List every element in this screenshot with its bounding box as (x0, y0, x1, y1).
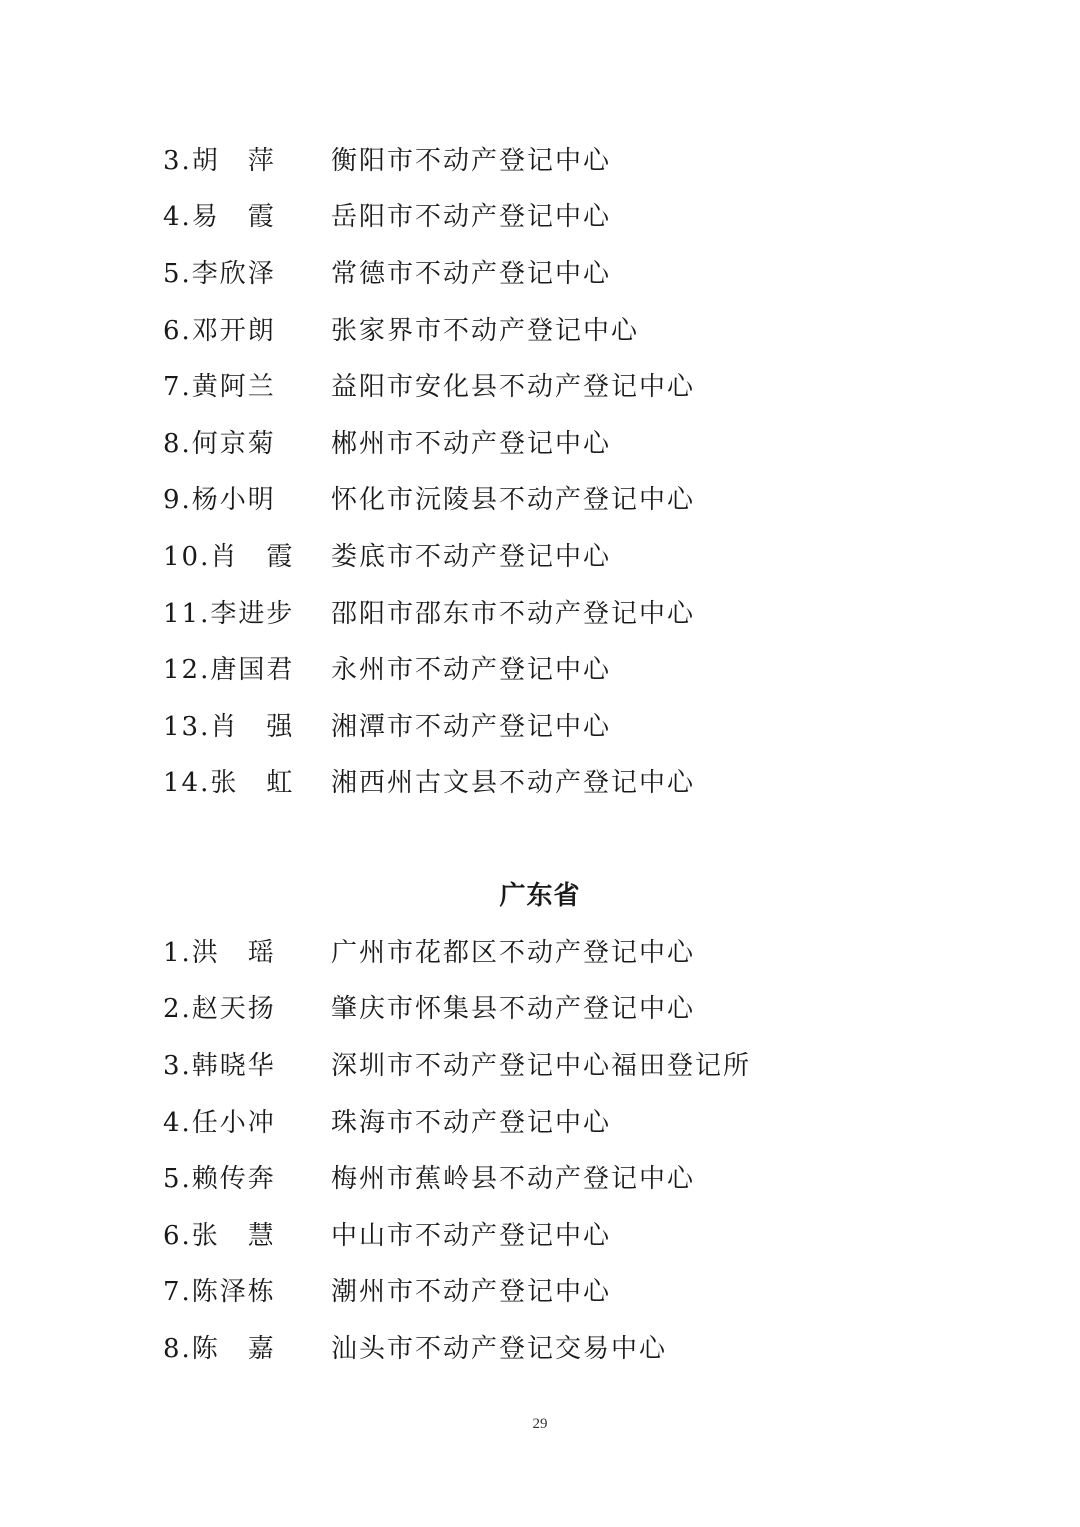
person-name: 8.陈 嘉 (163, 1333, 276, 1364)
organization: 永州市不动产登记中心 (331, 655, 612, 686)
organization: 湘西州古文县不动产登记中心 (331, 768, 696, 799)
organization: 益阳市安化县不动产登记中心 (331, 372, 696, 403)
list-item (163, 979, 963, 1036)
organization: 中山市不动产登记中心 (331, 1220, 612, 1251)
person-name: 7.陈泽栋 (163, 1277, 276, 1308)
organization: 潮州市不动产登记中心 (331, 1277, 612, 1308)
person-name: 4.易 霞 (163, 202, 276, 233)
person-name: 6.张 慧 (163, 1220, 276, 1251)
list-item (163, 583, 963, 640)
person-name: 5.李欣泽 (163, 258, 276, 289)
organization: 珠海市不动产登记中心 (331, 1107, 612, 1138)
list-item (163, 1092, 963, 1149)
organization: 汕头市不动产登记交易中心 (331, 1333, 668, 1364)
person-name: 7.黄阿兰 (163, 372, 276, 403)
list-item (163, 922, 963, 979)
hunan-list (163, 130, 963, 809)
list-item (163, 526, 963, 583)
page-number: 29 (532, 1416, 548, 1432)
list-item (163, 753, 963, 810)
list-item (163, 1148, 963, 1205)
organization: 常德市不动产登记中心 (331, 258, 612, 289)
list-item (163, 696, 963, 753)
organization: 怀化市沅陵县不动产登记中心 (331, 485, 696, 516)
person-name: 3.胡 萍 (163, 145, 276, 176)
list-item (163, 243, 963, 300)
organization: 广州市花都区不动产登记中心 (331, 937, 696, 968)
organization: 娄底市不动产登记中心 (331, 541, 612, 572)
person-name: 14.张 虹 (163, 768, 295, 799)
organization: 肇庆市怀集县不动产登记中心 (331, 994, 696, 1025)
person-name: 3.韩晓华 (163, 1050, 276, 1081)
organization: 深圳市不动产登记中心福田登记所 (331, 1050, 752, 1081)
list-item (163, 639, 963, 696)
list-item (163, 1318, 963, 1375)
person-name: 5.赖传奔 (163, 1164, 276, 1195)
list-item (163, 470, 963, 527)
person-name: 4.任小冲 (163, 1107, 276, 1138)
person-name: 2.赵天扬 (163, 994, 276, 1025)
list-item (163, 300, 963, 357)
organization: 邵阳市邵东市不动产登记中心 (331, 598, 696, 629)
person-name: 9.杨小明 (163, 485, 276, 516)
organization: 湘潭市不动产登记中心 (331, 711, 612, 742)
list-item (163, 356, 963, 413)
section-title-guangdong: 广东省 (499, 881, 581, 911)
organization: 张家界市不动产登记中心 (331, 315, 640, 346)
person-name: 6.邓开朗 (163, 315, 276, 346)
list-item (163, 413, 963, 470)
person-name: 10.肖 霞 (163, 541, 295, 572)
list-item (163, 1035, 963, 1092)
organization: 岳阳市不动产登记中心 (331, 202, 612, 233)
person-name: 11.李进步 (163, 598, 295, 629)
list-item (163, 187, 963, 244)
list-item (163, 1205, 963, 1262)
organization: 梅州市蕉岭县不动产登记中心 (331, 1164, 696, 1195)
person-name: 12.唐国君 (163, 655, 295, 686)
list-item (163, 1262, 963, 1319)
organization: 郴州市不动产登记中心 (331, 428, 612, 459)
person-name: 8.何京菊 (163, 428, 276, 459)
organization: 衡阳市不动产登记中心 (331, 145, 612, 176)
guangdong-list (163, 922, 963, 1375)
list-item (163, 130, 963, 187)
person-name: 1.洪 瑶 (163, 937, 276, 968)
person-name: 13.肖 强 (163, 711, 295, 742)
